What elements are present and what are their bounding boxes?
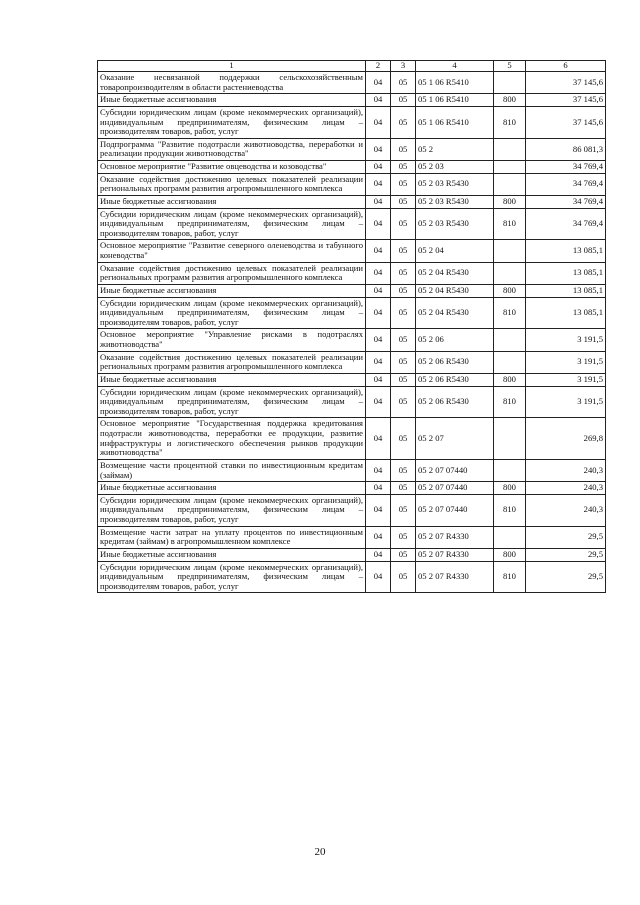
amount-cell: 269,8: [526, 418, 606, 460]
amount-cell: 3 191,5: [526, 329, 606, 351]
expense-type-cell: 800: [494, 195, 526, 208]
table-row: [98, 262, 606, 284]
table-row: [98, 561, 606, 593]
section-code-cell: 04: [366, 418, 391, 460]
target-article-cell: 05 2 03 R5430: [416, 195, 494, 208]
amount-cell: 34 769,4: [526, 161, 606, 174]
table-row: [98, 72, 606, 94]
target-article-cell: 05 2 03 R5430: [416, 173, 494, 195]
target-article-cell: 05 2 07 07440: [416, 482, 494, 495]
amount-cell: 13 085,1: [526, 240, 606, 262]
row-name-cell: Оказание содействия достижению целевых показателей реализации региональных программ развития агропромышленного комплекса: [98, 262, 366, 284]
amount-cell: 3 191,5: [526, 386, 606, 418]
subsection-code-cell: 05: [391, 297, 416, 329]
amount-cell: 29,5: [526, 548, 606, 561]
row-name-cell: Субсидии юридическим лицам (кроме некоммерческих организаций), индивидуальным предпринимателям, физическим лицам – производителям товаров, работ, услуг: [98, 386, 366, 418]
subsection-code-cell: 05: [391, 173, 416, 195]
section-code-cell: 04: [366, 297, 391, 329]
table-row: [98, 526, 606, 548]
table-row: [98, 173, 606, 195]
amount-cell: 37 145,6: [526, 94, 606, 107]
amount-cell: 13 085,1: [526, 284, 606, 297]
row-name-cell: Субсидии юридическим лицам (кроме некоммерческих организаций), индивидуальным предпринимателям, физическим лицам – производителям товаров, работ, услуг: [98, 106, 366, 138]
subsection-code-cell: 05: [391, 72, 416, 94]
section-code-cell: 04: [366, 262, 391, 284]
expense-type-cell: 810: [494, 106, 526, 138]
target-article-cell: 05 1 06 R5410: [416, 94, 494, 107]
target-article-cell: 05 2 04 R5430: [416, 297, 494, 329]
row-name-cell: Иные бюджетные ассигнования: [98, 482, 366, 495]
subsection-code-cell: 05: [391, 526, 416, 548]
subsection-code-cell: 05: [391, 373, 416, 386]
table-row: [98, 418, 606, 460]
expense-type-cell: 810: [494, 561, 526, 593]
subsection-code-cell: 05: [391, 138, 416, 160]
row-name-cell: Иные бюджетные ассигнования: [98, 94, 366, 107]
section-code-cell: 04: [366, 386, 391, 418]
target-article-cell: 05 2 06: [416, 329, 494, 351]
amount-cell: 34 769,4: [526, 173, 606, 195]
header-col-2: 2: [366, 61, 391, 72]
row-name-cell: Оказание несвязанной поддержки сельскохозяйственным товаропроизводителям в области растениеводства: [98, 72, 366, 94]
section-code-cell: 04: [366, 561, 391, 593]
subsection-code-cell: 05: [391, 329, 416, 351]
row-name-cell: Основное мероприятие "Государственная поддержка кредитования подотрасли животноводства, переработки ее продукции, развитие инфраструктуры и логистического обеспечения рынков продукции животноводства": [98, 418, 366, 460]
amount-cell: 29,5: [526, 561, 606, 593]
row-name-cell: Подпрограмма "Развитие подотрасли животноводства, переработки и реализации продукции животноводства": [98, 138, 366, 160]
row-name-cell: Основное мероприятие "Развитие северного оленеводства и табунного коневодства": [98, 240, 366, 262]
row-name-cell: Иные бюджетные ассигнования: [98, 195, 366, 208]
target-article-cell: 05 2 07 R4330: [416, 561, 494, 593]
subsection-code-cell: 05: [391, 418, 416, 460]
section-code-cell: 04: [366, 329, 391, 351]
section-code-cell: 04: [366, 494, 391, 526]
table-row: [98, 138, 606, 160]
subsection-code-cell: 05: [391, 94, 416, 107]
target-article-cell: 05 2 04 R5430: [416, 262, 494, 284]
page-number: 20: [314, 846, 326, 858]
target-article-cell: 05 2 07: [416, 418, 494, 460]
row-name-cell: Оказание содействия достижению целевых показателей реализации региональных программ развития агропромышленного комплекса: [98, 173, 366, 195]
target-article-cell: 05 1 06 R5410: [416, 72, 494, 94]
amount-cell: 29,5: [526, 526, 606, 548]
section-code-cell: 04: [366, 482, 391, 495]
table-row: [98, 351, 606, 373]
row-name-cell: Иные бюджетные ассигнования: [98, 284, 366, 297]
amount-cell: 86 081,3: [526, 138, 606, 160]
subsection-code-cell: 05: [391, 240, 416, 262]
expense-type-cell: 800: [494, 284, 526, 297]
target-article-cell: 05 2 06 R5430: [416, 351, 494, 373]
header-col-1: 1: [98, 61, 366, 72]
subsection-code-cell: 05: [391, 208, 416, 240]
row-name-cell: Иные бюджетные ассигнования: [98, 373, 366, 386]
section-code-cell: 04: [366, 284, 391, 297]
amount-cell: 37 145,6: [526, 106, 606, 138]
subsection-code-cell: 05: [391, 161, 416, 174]
subsection-code-cell: 05: [391, 106, 416, 138]
subsection-code-cell: 05: [391, 262, 416, 284]
expense-type-cell: [494, 459, 526, 481]
table-row: [98, 240, 606, 262]
header-col-3: 3: [391, 61, 416, 72]
table-row: [98, 106, 606, 138]
amount-cell: 34 769,4: [526, 208, 606, 240]
section-code-cell: 04: [366, 173, 391, 195]
subsection-code-cell: 05: [391, 482, 416, 495]
target-article-cell: 05 2: [416, 138, 494, 160]
target-article-cell: 05 2 07 R4330: [416, 526, 494, 548]
amount-cell: 240,3: [526, 459, 606, 481]
section-code-cell: 04: [366, 106, 391, 138]
section-code-cell: 04: [366, 351, 391, 373]
row-name-cell: Возмещение части процентной ставки по инвестиционным кредитам (займам): [98, 459, 366, 481]
amount-cell: 13 085,1: [526, 297, 606, 329]
section-code-cell: 04: [366, 373, 391, 386]
subsection-code-cell: 05: [391, 561, 416, 593]
expense-type-cell: [494, 262, 526, 284]
amount-cell: 37 145,6: [526, 72, 606, 94]
table-row: [98, 329, 606, 351]
section-code-cell: 04: [366, 161, 391, 174]
expense-type-cell: 810: [494, 494, 526, 526]
expense-type-cell: [494, 173, 526, 195]
subsection-code-cell: 05: [391, 386, 416, 418]
table-row: [98, 386, 606, 418]
header-col-5: 5: [494, 61, 526, 72]
expense-type-cell: 800: [494, 373, 526, 386]
subsection-code-cell: 05: [391, 494, 416, 526]
section-code-cell: 04: [366, 240, 391, 262]
target-article-cell: 05 2 06 R5430: [416, 386, 494, 418]
section-code-cell: 04: [366, 138, 391, 160]
expense-type-cell: [494, 351, 526, 373]
expense-type-cell: 810: [494, 386, 526, 418]
expense-type-cell: [494, 418, 526, 460]
target-article-cell: 05 2 04 R5430: [416, 284, 494, 297]
table-row: [98, 94, 606, 107]
expense-type-cell: [494, 138, 526, 160]
target-article-cell: 05 2 07 07440: [416, 494, 494, 526]
section-code-cell: 04: [366, 195, 391, 208]
expense-type-cell: [494, 72, 526, 94]
subsection-code-cell: 05: [391, 459, 416, 481]
table-body: [98, 72, 606, 593]
target-article-cell: 05 2 07 07440: [416, 459, 494, 481]
expense-type-cell: 810: [494, 297, 526, 329]
section-code-cell: 04: [366, 208, 391, 240]
section-code-cell: 04: [366, 72, 391, 94]
target-article-cell: 05 2 03: [416, 161, 494, 174]
expense-type-cell: [494, 526, 526, 548]
subsection-code-cell: 05: [391, 195, 416, 208]
amount-cell: 240,3: [526, 494, 606, 526]
amount-cell: 3 191,5: [526, 351, 606, 373]
table-header-row: [98, 61, 606, 72]
subsection-code-cell: 05: [391, 284, 416, 297]
table-row: [98, 482, 606, 495]
row-name-cell: Субсидии юридическим лицам (кроме некоммерческих организаций), индивидуальным предпринимателям, физическим лицам – производителям товаров, работ, услуг: [98, 208, 366, 240]
table-row: [98, 297, 606, 329]
table-row: [98, 373, 606, 386]
expense-type-cell: [494, 161, 526, 174]
target-article-cell: 05 2 03 R5430: [416, 208, 494, 240]
subsection-code-cell: 05: [391, 548, 416, 561]
row-name-cell: Иные бюджетные ассигнования: [98, 548, 366, 561]
amount-cell: 13 085,1: [526, 262, 606, 284]
section-code-cell: 04: [366, 526, 391, 548]
expense-type-cell: 800: [494, 94, 526, 107]
amount-cell: 3 191,5: [526, 373, 606, 386]
target-article-cell: 05 2 06 R5430: [416, 373, 494, 386]
row-name-cell: Субсидии юридическим лицам (кроме некоммерческих организаций), индивидуальным предпринимателям, физическим лицам – производителям товаров, работ, услуг: [98, 297, 366, 329]
table-row: [98, 161, 606, 174]
row-name-cell: Основное мероприятие "Управление рисками в подотраслях животноводства": [98, 329, 366, 351]
amount-cell: 240,3: [526, 482, 606, 495]
budget-table: [97, 60, 606, 593]
table-row: [98, 494, 606, 526]
expense-type-cell: 800: [494, 548, 526, 561]
section-code-cell: 04: [366, 94, 391, 107]
section-code-cell: 04: [366, 459, 391, 481]
row-name-cell: Оказание содействия достижению целевых показателей реализации региональных программ развития агропромышленного комплекса: [98, 351, 366, 373]
row-name-cell: Субсидии юридическим лицам (кроме некоммерческих организаций), индивидуальным предпринимателям, физическим лицам – производителям товаров, работ, услуг: [98, 561, 366, 593]
expense-type-cell: [494, 329, 526, 351]
table-row: [98, 208, 606, 240]
table-row: [98, 284, 606, 297]
table-row: [98, 548, 606, 561]
subsection-code-cell: 05: [391, 351, 416, 373]
table-row: [98, 195, 606, 208]
expense-type-cell: 810: [494, 208, 526, 240]
expense-type-cell: 800: [494, 482, 526, 495]
header-col-6: 6: [526, 61, 606, 72]
header-col-4: 4: [416, 61, 494, 72]
row-name-cell: Основное мероприятие "Развитие овцеводства и козоводства": [98, 161, 366, 174]
target-article-cell: 05 2 07 R4330: [416, 548, 494, 561]
amount-cell: 34 769,4: [526, 195, 606, 208]
expense-type-cell: [494, 240, 526, 262]
target-article-cell: 05 2 04: [416, 240, 494, 262]
table-row: [98, 459, 606, 481]
row-name-cell: Субсидии юридическим лицам (кроме некоммерческих организаций), индивидуальным предпринимателям, физическим лицам – производителям товаров, работ, услуг: [98, 494, 366, 526]
section-code-cell: 04: [366, 548, 391, 561]
target-article-cell: 05 1 06 R5410: [416, 106, 494, 138]
row-name-cell: Возмещение части затрат на уплату процентов по инвестиционным кредитам (займам) в агропромышленном комплексе: [98, 526, 366, 548]
